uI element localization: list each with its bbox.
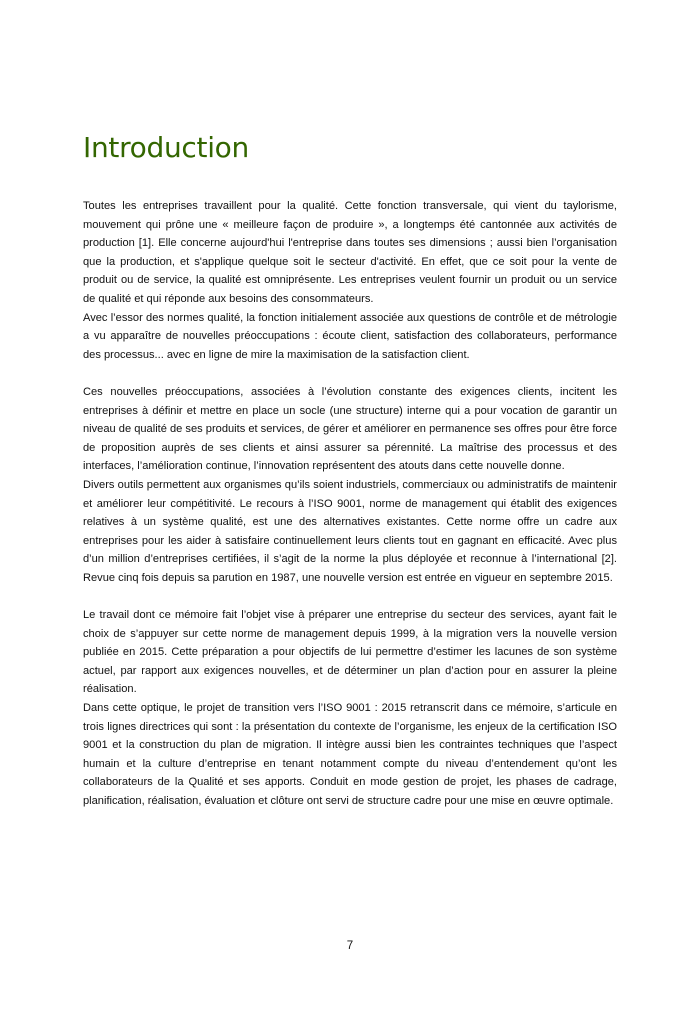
paragraph-5: Le travail dont ce mémoire fait l’objet vise à préparer une entreprise du secteur des services, ayant fait le choix de s’appuyer sur cette norme de management depuis 1999, à la migration vers la nouvelle version publiée en 2015. Cette préparation a pour objectifs de lui permettre d’estimer les lacunes de son système actuel, par rapport aux exigences nouvelles, et de déterminer un plan d’action pour en assurer la pleine réalisation. — [83, 609, 617, 696]
paragraph-2: Avec l’essor des normes qualité, la fonction initialement associée aux questions de contrôle et de métrologie a vu apparaître de nouvelles préoccupations : écoute client, satisfaction des collaborateurs, performance des processus... avec en ligne de mire la maximisation de la satisfaction client. — [83, 311, 617, 361]
document-body — [83, 197, 617, 811]
paragraph-3: Ces nouvelles préoccupations, associées à l’évolution constante des exigences clients, incitent les entreprises à définir et mettre en place un socle (une structure) interne qui a pour vocation de garantir un niveau de qualité de ses produits et services, de gérer et améliorer en permanence ses offres pour être force de proposition auprès de ses clients et ainsi assurer sa pérennité. La maîtrise des processus et des interfaces, l’amélioration continue, l’innovation représentent des atouts dans cette nouvelle donne. — [83, 385, 617, 473]
paragraph-6: Dans cette optique, le projet de transition vers l’ISO 9001 : 2015 retranscrit dans ce mémoire, s’articule en trois lignes directrices qui sont : la présentation du contexte de l’organisme, les enjeux de la certification ISO 9001 et la construction du plan de migration. Il intègre aussi bien les contraintes techniques que l’aspect humain et la culture d’entreprise en tenant notamment compte du niveau d’entendement qu’ont les collaborateurs de la Qualité et ses apports. Conduit en mode gestion de projet, les phases de cadrage, planification, réalisation, évaluation et clôture ont servi de structure cadre pour une mise en œuvre optimale. — [83, 702, 617, 807]
paragraph-1: Toutes les entreprises travaillent pour la qualité. Cette fonction transversale, qui vient du taylorisme, mouvement qui prône une « meilleure façon de produire », a longtemps été cantonnée aux activités de production [1]. Elle concerne aujourd'hui l'entreprise dans toutes ses dimensions ; aussi bien l’organisation que la production, et s'applique quelque soit le secteur d'activité. En effet, que ce soit pour la vente de produit ou de service, la qualité est omniprésente. Les entreprises veulent fournir un produit ou un service de qualité et qui réponde aux besoins des consommateurs. — [83, 200, 617, 305]
page-number: 7 — [346, 940, 354, 952]
page-title: Introduction — [83, 131, 249, 164]
paragraph-4: Divers outils permettent aux organismes qu’ils soient industriels, commerciaux ou administratifs de maintenir et améliorer leur compétitivité. Le recours à l’ISO 9001, norme de management qui établit des exigences relatives à un système qualité, est une des alternatives existantes. Cette norme offre un cadre aux entreprises pour les aider à satisfaire continuellement leurs clients tout en gagnant en efficacité. Avec plus d’un million d’entreprises certifiées, il s’agit de la norme la plus déployée et reconnue à l’international [2]. Revue cinq fois depuis sa parution en 1987, une nouvelle version est entrée en vigueur en septembre 2015. — [83, 478, 617, 584]
